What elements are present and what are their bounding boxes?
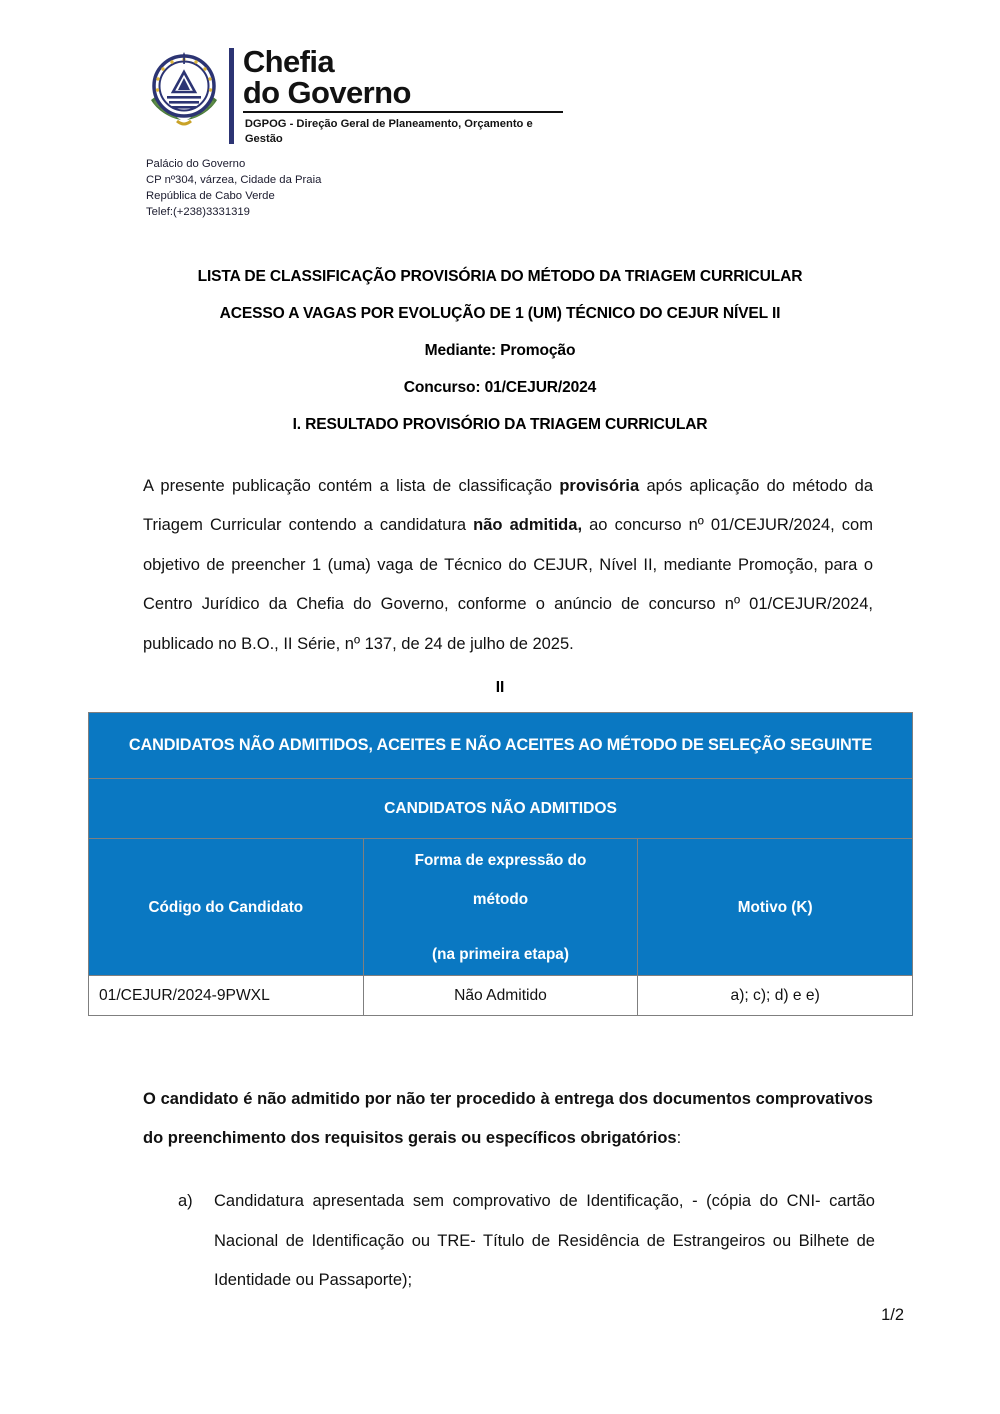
candidates-table	[88, 712, 913, 1016]
intro-paragraph	[143, 467, 873, 665]
address-line-1: Palácio do Governo	[146, 158, 246, 171]
cabo-verde-coat-of-arms-icon	[143, 48, 225, 130]
section-heading-i: I. RESULTADO PROVISÓRIO DA TRIAGEM CURRICULAR	[292, 416, 708, 433]
letterhead-text	[243, 46, 563, 146]
address-block	[143, 156, 563, 220]
table-subbanner-row	[89, 779, 913, 839]
org-name-line1: Chefia	[242, 44, 334, 79]
column-header-forma-line1: Forma de expressão do	[414, 851, 587, 869]
column-header-forma	[363, 839, 638, 976]
list-item-text: Candidatura apresentada sem comprovativo de Identificação, - (cópia do CNI- cartão Nacional de Identificação ou TRE- Título de Residência de Estrangeiros ou Bilhete de Identidade ou Passaporte);	[214, 1192, 875, 1289]
address-line-4: Telef:(+238)3331319	[146, 206, 250, 219]
department-name: DGPOG - Direção Geral de Planeamento, Orçamento e Gestão	[244, 118, 533, 145]
table-banner-row	[89, 713, 913, 779]
reason-colon: :	[676, 1129, 682, 1147]
address-line-3: República de Cabo Verde	[146, 190, 275, 203]
column-header-forma-line3: (na primeira etapa)	[432, 945, 569, 963]
reason-bold-text: O candidato é não admitido por não ter procedido à entrega dos documentos comprovativos do preenchimento dos requisitos gerais ou específicos obrigatórios	[143, 1089, 873, 1147]
page-number: 1/2	[881, 1306, 904, 1324]
reason-paragraph	[143, 1080, 873, 1159]
cell-motivo: a); c); d) e e)	[638, 976, 913, 1016]
table-subbanner-cell: CANDIDATOS NÃO ADMITIDOS	[89, 779, 913, 839]
column-header-forma-spacer	[372, 919, 630, 935]
letterhead-top	[143, 46, 563, 146]
intro-bold-nao-admitida: não admitida,	[473, 516, 583, 534]
cell-forma-expressao: Não Admitido	[363, 976, 638, 1016]
intro-part-2: após aplicação do método da Triagem Curricular contendo a candidatura	[143, 476, 874, 534]
subtitle-mediante: Mediante: Promoção	[424, 342, 576, 359]
subtitle-concurso: Concurso: 01/CEJUR/2024	[403, 379, 597, 396]
letterhead-divider	[243, 111, 563, 113]
document-title-block	[98, 258, 902, 443]
subtitle-access: ACESSO A VAGAS POR EVOLUÇÃO DE 1 (UM) TÉCNICO DO CEJUR NÍVEL II	[219, 305, 781, 322]
intro-bold-provisoria: provisória	[559, 476, 640, 495]
column-header-motivo: Motivo (K)	[638, 839, 913, 976]
org-name-line2: do Governo	[242, 74, 411, 110]
column-header-codigo: Código do Candidato	[89, 839, 364, 976]
list-item	[178, 1182, 875, 1301]
table-banner-cell: CANDIDATOS NÃO ADMITIDOS, ACEITES E NÃO ACEITES AO MÉTODO DE SELEÇÃO SEGUINTE	[89, 713, 913, 779]
list-item-marker: a)	[178, 1192, 193, 1210]
address-line-2: CP nº304, várzea, Cidade da Praia	[146, 174, 322, 187]
intro-part-3: ao concurso nº 01/CEJUR/2024, com objetivo de preencher 1 (uma) vaga de Técnico do CEJUR, Nível II, mediante Promoção, para o Centro Jurídico da Chefia do Governo, conforme o anúncio de concurso nº 01/CEJUR/2024, publicado no B.O., II Série, nº 137, de 24 de julho de 2025.	[143, 516, 873, 653]
intro-part-1: A presente publicação contém a lista de classificação	[143, 476, 560, 495]
column-header-forma-line2: método	[472, 890, 529, 908]
letterhead	[143, 46, 563, 220]
section-marker-ii: II	[495, 679, 505, 696]
table-row	[89, 976, 913, 1016]
page-title: LISTA DE CLASSIFICAÇÃO PROVISÓRIA DO MÉTODO DA TRIAGEM CURRICULAR	[197, 268, 803, 285]
reasons-list	[178, 1182, 875, 1301]
letterhead-accent-bar	[229, 48, 234, 144]
table-column-header-row	[89, 839, 913, 976]
cell-codigo-candidato: 01/CEJUR/2024-9PWXL	[89, 976, 364, 1016]
